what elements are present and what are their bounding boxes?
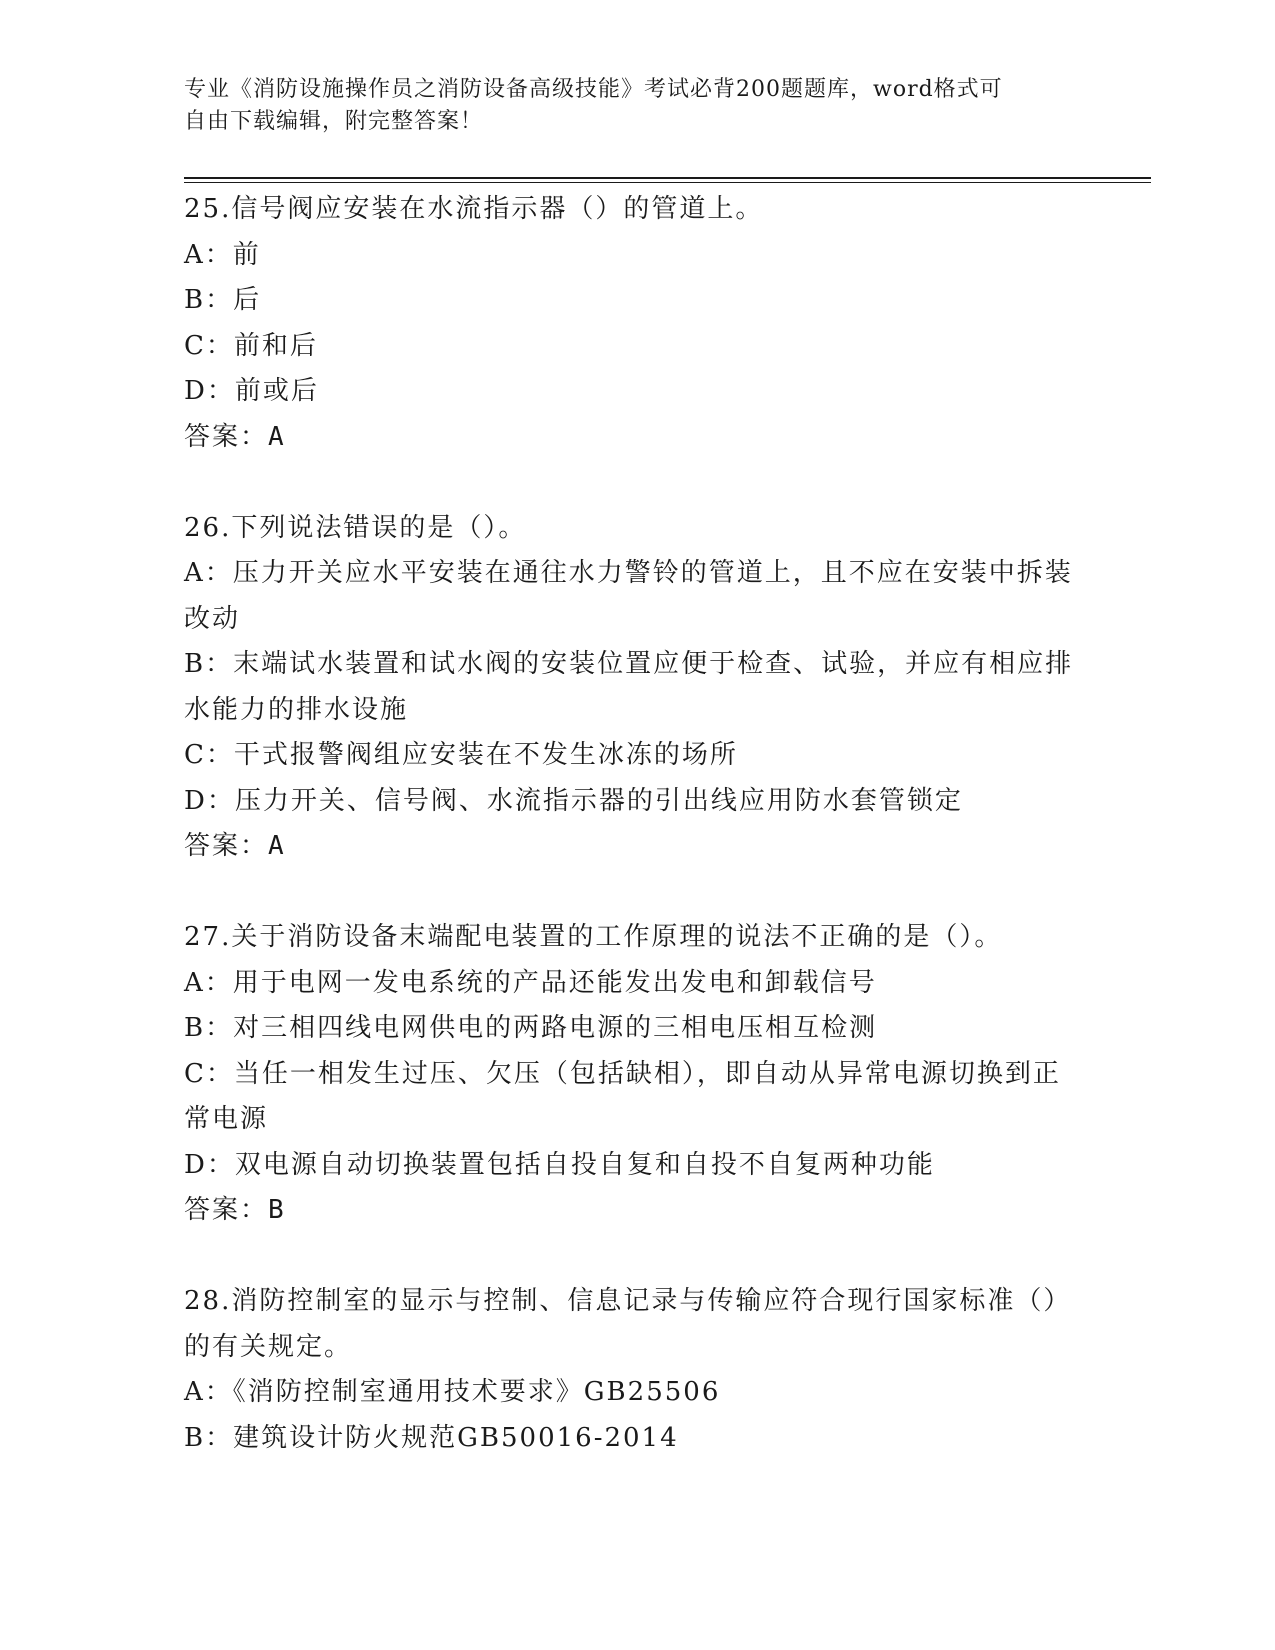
option-d: D：压力开关、信号阀、水流指示器的引出线应用防水套管锁定 <box>184 785 963 816</box>
option-a: A：《消防控制室通用技术要求》GB25506 <box>184 1377 721 1407</box>
document-header <box>184 74 1064 138</box>
option-a: A：压力开关应水平安装在通往水力警铃的管道上，且不应在安装中拆装改动 <box>184 558 1073 634</box>
option-c: C：当任一相发生过压、欠压（包括缺相），即自动从异常电源切换到正常电源 <box>184 1058 1061 1134</box>
question-stem: 25.信号阀应安装在水流指示器（）的管道上。 <box>184 194 764 224</box>
option-c: C：前和后 <box>184 330 318 361</box>
question-list <box>184 187 1084 1461</box>
question-stem: 27.关于消防设备末端配电装置的工作原理的说法不正确的是（）。 <box>184 922 1003 952</box>
option-d: D：前或后 <box>184 376 319 406</box>
option-c: C：干式报警阀组应安装在不发生冰冻的场所 <box>184 740 738 770</box>
option-d: D：双电源自动切换装置包括自投自复和自投不自复两种功能 <box>184 1149 935 1180</box>
option-a: A：前 <box>184 239 261 270</box>
question-28 <box>184 1279 1084 1461</box>
question-26 <box>184 506 1084 870</box>
answer: 答案：A <box>184 421 286 452</box>
header-line-2: 自由下载编辑，附完整答案！ <box>184 109 484 134</box>
question-25 <box>184 187 1084 460</box>
header-line-1: 专业《消防设施操作员之消防设备高级技能》考试必背200题题库，word格式可 <box>184 77 1003 102</box>
answer: 答案：B <box>184 1195 286 1225</box>
option-b: B：后 <box>184 285 262 315</box>
header-divider-thin <box>184 182 1151 183</box>
option-b: B：对三相四线电网供电的两路电源的三相电压相互检测 <box>184 1013 878 1043</box>
question-stem: 28.消防控制室的显示与控制、信息记录与传输应符合现行国家标准（）的有关规定。 <box>184 1286 1072 1362</box>
header-divider-thick <box>184 177 1151 179</box>
question-27 <box>184 915 1084 1234</box>
option-b: B：末端试水装置和试水阀的安装位置应便于检查、试验，并应有相应排水能力的排水设施 <box>184 649 1074 725</box>
option-a: A：用于电网一发电系统的产品还能发出发电和卸载信号 <box>184 967 877 998</box>
answer: 答案：A <box>184 831 286 861</box>
option-b: B：建筑设计防火规范GB50016-2014 <box>184 1422 679 1453</box>
question-stem: 26.下列说法错误的是（）。 <box>184 512 527 543</box>
